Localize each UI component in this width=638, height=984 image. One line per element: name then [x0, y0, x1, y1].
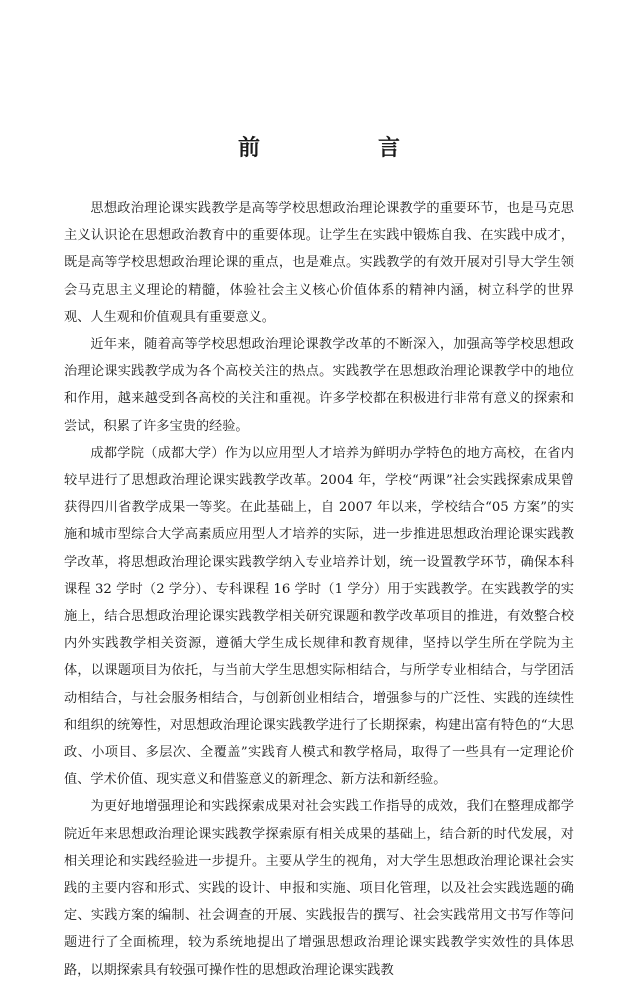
paragraph-2: 近年来，随着高等学校思想政治理论课教学改革的不断深入，加强高等学校思想政治理论课实践教学成为各个高校关注的热点。实践教学在思想政治理论课教学中的地位和作用，越来越受到各高校的关注和重视。许多学校都在积极进行非常有意义的探索和尝试，积累了许多宝贵的经验。 — [64, 337, 574, 434]
paragraph-4: 为更好地增强理论和实践探索成果对社会实践工作指导的成效，我们在整理成都学院近年来思想政治理论课实践教学探索原有相关成果的基础上，结合新的时代发展，对相关理论和实践经验进一步提升。主要从学生的视角，对大学生思想政治理论课社会实践的主要内容和形式、实践的设计、申报和实施、项目化管理，以及社会实践选题的确定、实践方案的编制、社会调查的开展、实践报告的撰写、社会实践常用文书写作等问题进行了全面梳理，较为系统地提出了增强思想政治理论课实践教学实效性的具体思路，以期探索具有较强可操作性的思想政治理论课实践教 — [64, 799, 574, 978]
page-title: 前 言 — [237, 135, 448, 161]
paragraph-1: 思想政治理论课实践教学是高等学校思想政治理论课教学的重要环节，也是马克思主义认识论在思想政治教育中的重要体现。让学生在实践中锻炼自我、在实践中成才，既是高等学校思想政治理论课的重点，也是难点。实践教学的有效开展对引导大学生领会马克思主义理论的精髓，体验社会主义核心价值体系的精神内涵，树立科学的世界观、人生观和价值观具有重要意义。 — [64, 201, 574, 325]
paragraph-3: 成都学院（成都大学）作为以应用型人才培养为鲜明办学特色的地方高校，在省内较早进行了思想政治理论课实践教学改革。2004 年，学校“两课”社会实践探索成果曾获得四川省教学成果一等奖。在此基础上，自 2007 年以来，学校结合“05 方案”的实施和城市型综合大学高素质应用型人才培养的实际，进一步推进思想政治理论课实践教学改革，将思想政治理论课实践教学纳入专业培养计划，统一设置教学环节，确保本科课程 32 学时（2 学分）、专科课程 16 学时（1 学分）用于实践教学。在实践教学的实施上，结合思想政治理论课实践教学相关研究课题和教学改革项目的推进，有效整合校内外实践教学相关资源，遵循大学生成长规律和教育规律，坚持以学生所在学院为主体，以课题项目为依托，与当前大学生思想实际相结合，与所学专业相结合，与学团活动相结合，与社会服务相结合，与创新创业相结合，增强参与的广泛性、实践的连续性和组织的统筹性，对思想政治理论课实践教学进行了长期探索，构建出富有特色的“大思政、小项目、多层次、全覆盖”实践育人模式和教学格局，取得了一些具有一定理论价值、学术价值、现实意义和借鉴意义的新理念、新方法和新经验。 — [64, 445, 574, 788]
preface-body — [64, 195, 574, 984]
